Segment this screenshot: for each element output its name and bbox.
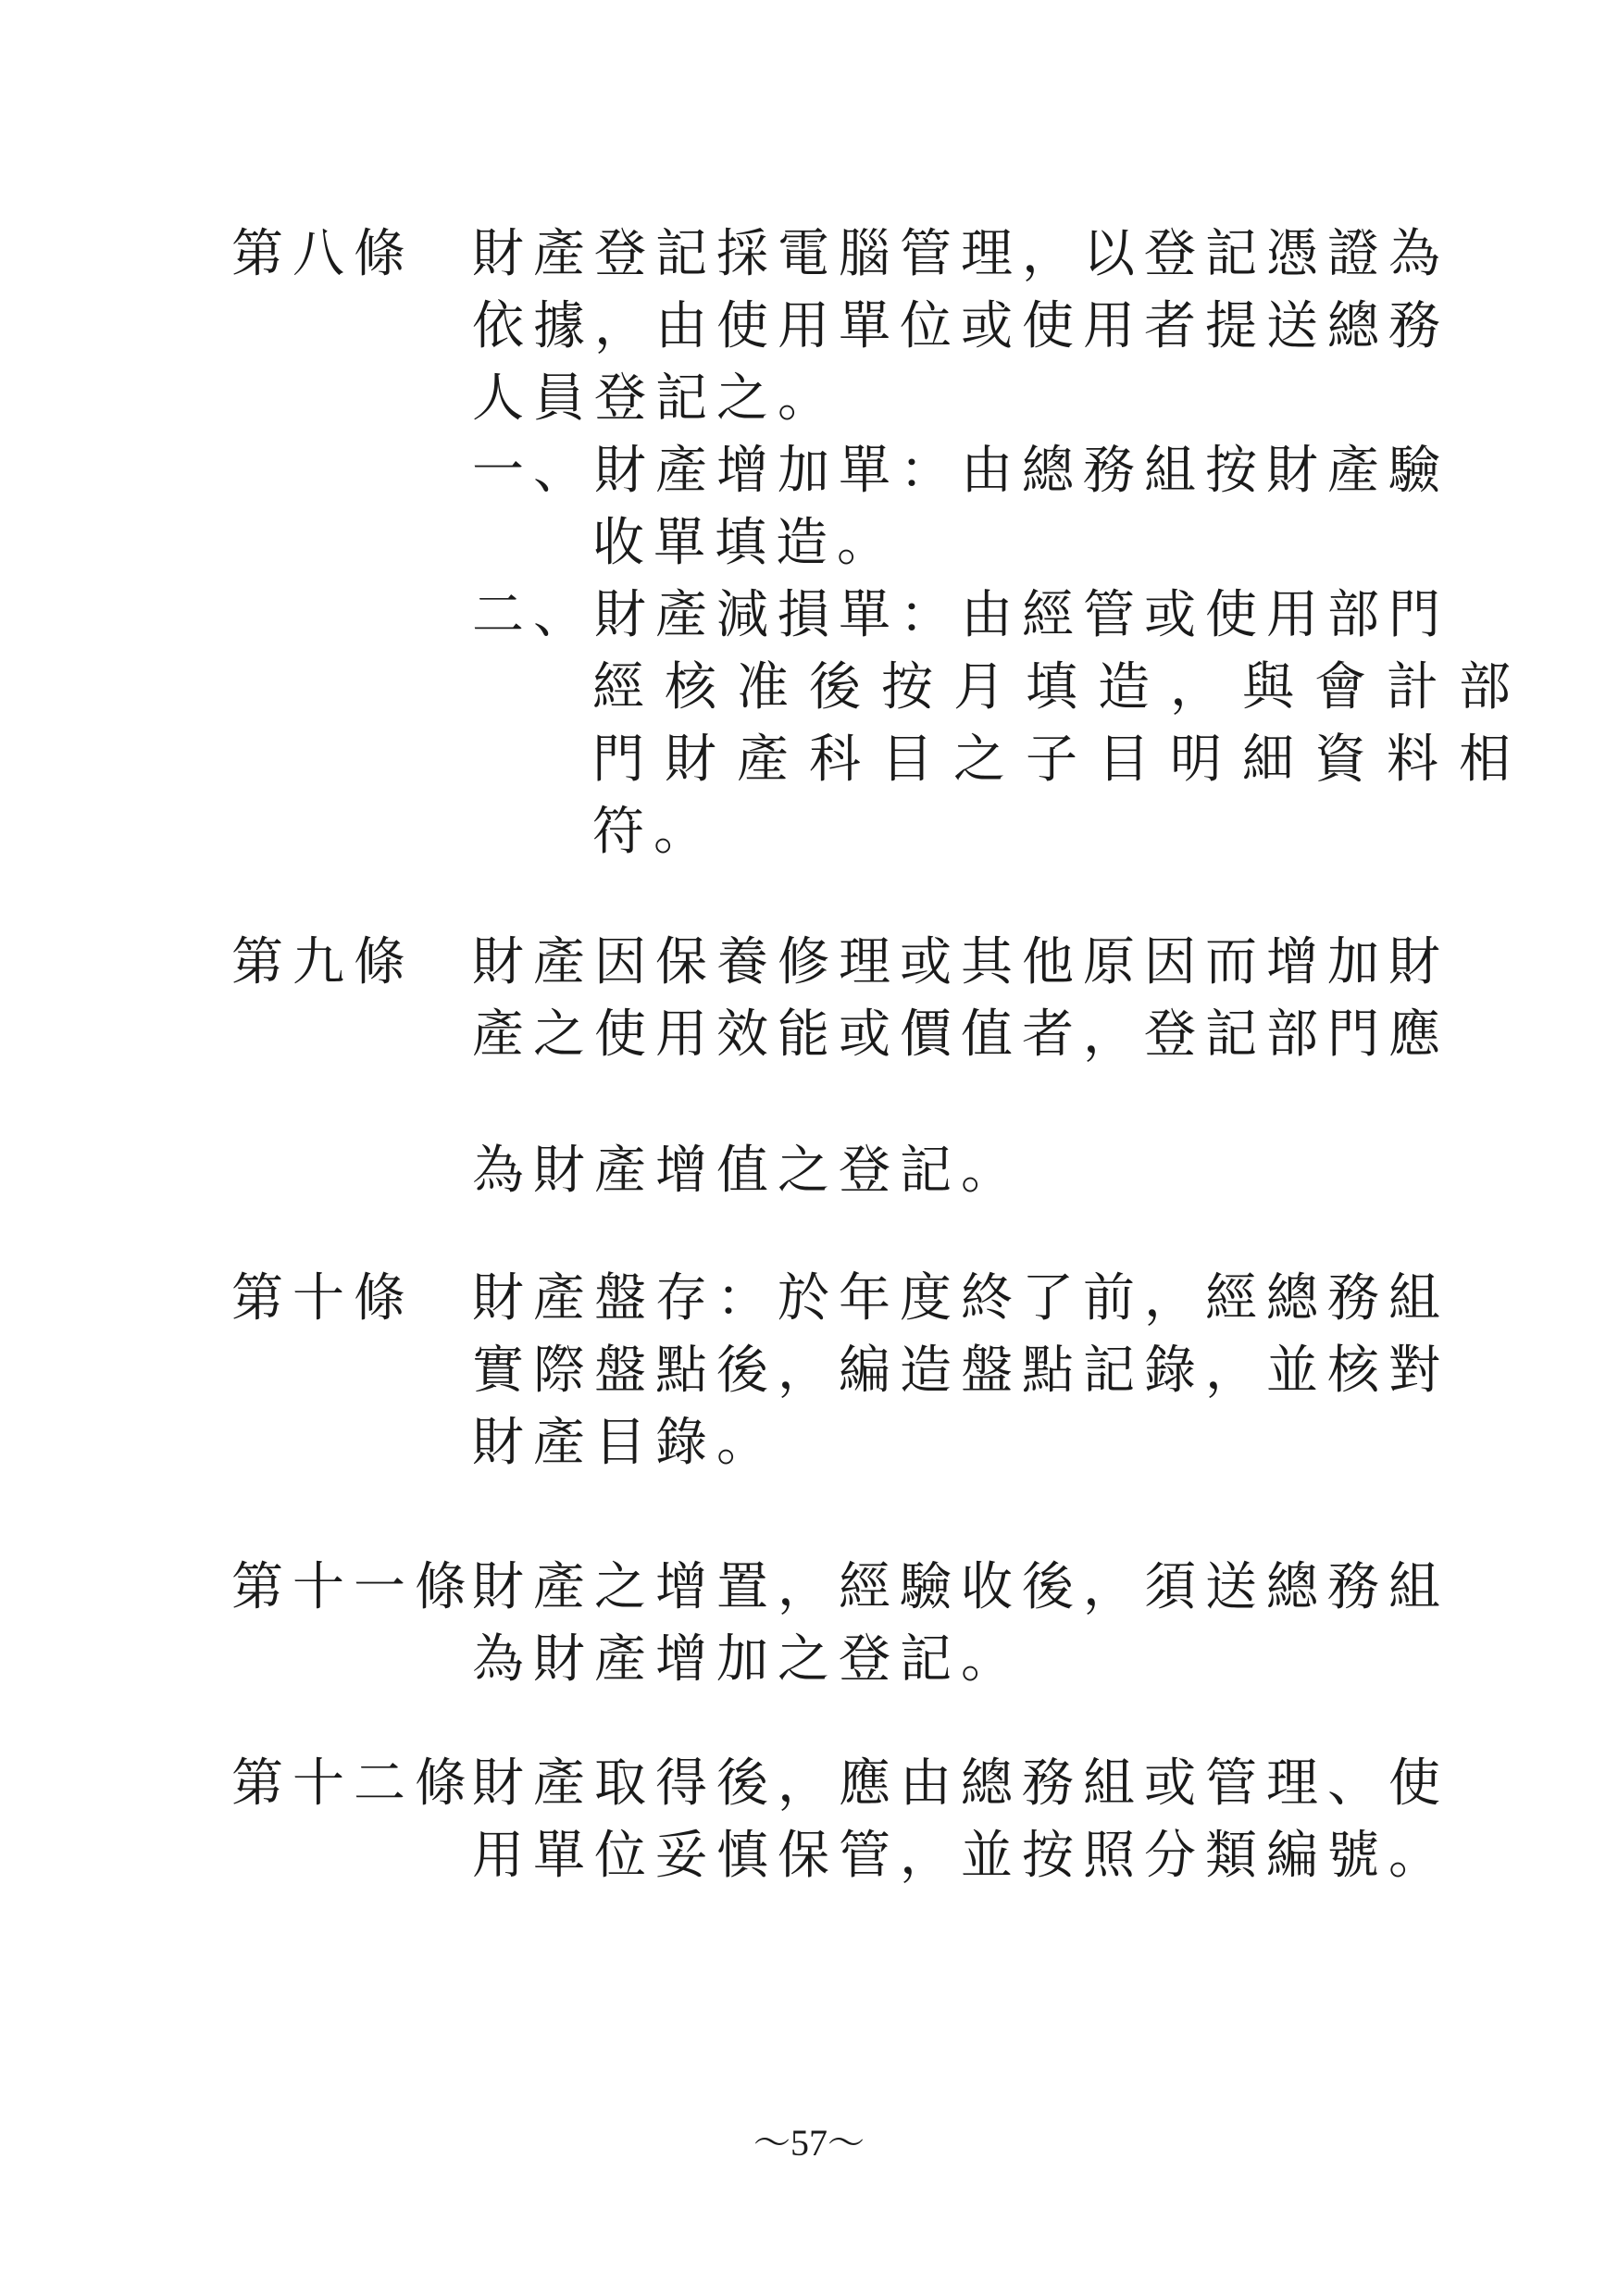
article-10-line-2: 實際盤點後，編造盤點記錄，並核對 bbox=[472, 1341, 1450, 1401]
article-8-line-3: 人員登記之。 bbox=[472, 368, 839, 429]
article-11-line-1: 財產之增置，經驗收後，須送總務組 bbox=[472, 1557, 1450, 1617]
article-8-item-2-line-2: 經核准後按月填造，與會計部 bbox=[592, 657, 1531, 718]
article-8-item-2-line-3: 門財產科目之子目明細資料相 bbox=[592, 730, 1531, 790]
page-number: ～57～ bbox=[753, 2122, 865, 2164]
article-8-item-1-line-1: 一、財產增加單：由總務組按財產驗 bbox=[472, 441, 1450, 501]
article-11-label: 第十一條 bbox=[231, 1557, 476, 1617]
article-10-line-1: 財產盤存：於年度終了前，經總務組 bbox=[472, 1268, 1450, 1329]
article-8-label: 第八條 bbox=[231, 224, 415, 284]
article-9-line-1: 財產因保養修理或其他原因而增加財 bbox=[472, 932, 1450, 992]
article-9-line-3: 為財產增值之登記。 bbox=[472, 1141, 1022, 1201]
article-8-item-2-line-4: 符。 bbox=[592, 802, 715, 862]
article-9-line-2: 產之使用效能或價值者，登記部門應 bbox=[472, 1004, 1450, 1065]
article-8-line-1: 財產登記採電腦管理，以登記憑證為 bbox=[472, 224, 1450, 284]
article-8-item-1-line-2: 收單填造。 bbox=[592, 513, 898, 573]
article-9-label: 第九條 bbox=[231, 932, 415, 992]
article-12-label: 第十二條 bbox=[231, 1753, 476, 1814]
article-8-item-2-line-1: 二、財產減損單：由經管或使用部門 bbox=[472, 585, 1450, 645]
article-11-line-2: 為財產增加之登記。 bbox=[472, 1629, 1022, 1690]
article-10-label: 第十條 bbox=[231, 1268, 415, 1329]
article-10-line-3: 財產目錄。 bbox=[472, 1413, 778, 1473]
article-8-line-2: 依據，由使用單位或使用者提送總務 bbox=[472, 296, 1450, 356]
article-12-line-1: 財產取得後，應由總務組或管理、使 bbox=[472, 1753, 1450, 1814]
article-12-line-2: 用單位妥慎保管，並按照分類編號。 bbox=[472, 1826, 1450, 1886]
